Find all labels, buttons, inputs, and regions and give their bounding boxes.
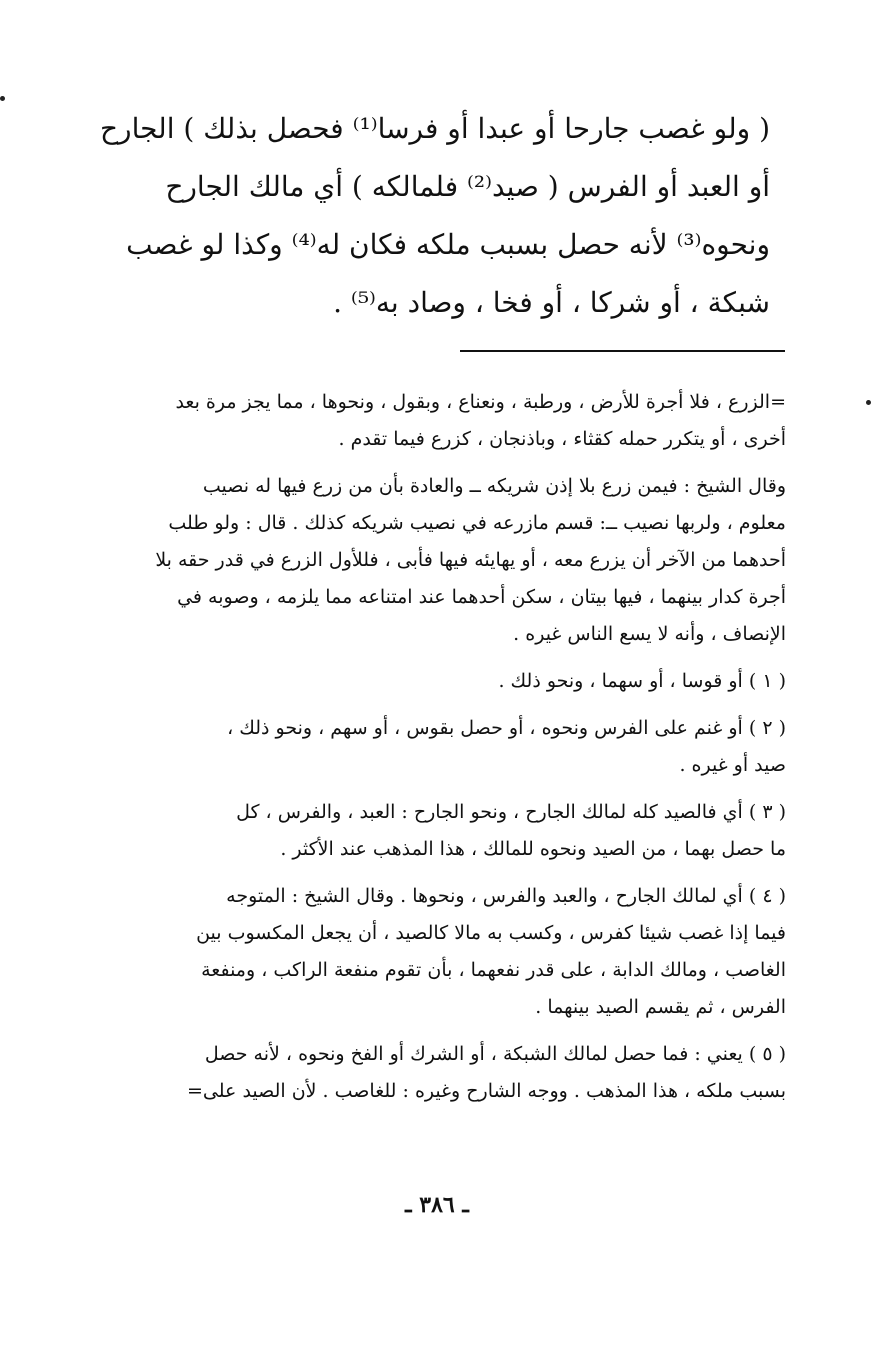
main-text-line: ( ولو غصب جارحا أو عبدا أو فرسا⁽¹⁾ فحصل بذلك ) الجارح bbox=[99, 112, 770, 145]
footnote-continuation bbox=[44, 384, 786, 458]
footnote-line: ( ٥ ) يعني : فما حصل لمالك الشبكة ، أو الشرك أو الفخ ونحوه ، لأنه حصل bbox=[204, 1043, 786, 1065]
margin-mark-top bbox=[0, 96, 5, 101]
footnote-line: =الزرع ، فلا أجرة للأرض ، ورطبة ، ونعناع ، وبقول ، ونحوها ، مما يجز مرة بعد bbox=[175, 391, 786, 413]
margin-mark-middle bbox=[866, 400, 871, 405]
footnote-2 bbox=[44, 710, 786, 784]
page-number: ـ ٣٨٦ ـ bbox=[405, 1192, 469, 1218]
footnote-line: فيما إذا غصب شيئا كفرس ، وكسب به مالا كالصيد ، أن يجعل المكسوب بين bbox=[196, 922, 786, 944]
footnote-line: ( ١ ) أو قوسا ، أو سهما ، ونحو ذلك . bbox=[498, 670, 786, 692]
footnote-line: الغاصب ، ومالك الدابة ، على قدر نفعهما ، بأن تقوم منفعة الراكب ، ومنفعة bbox=[201, 959, 786, 981]
main-text bbox=[40, 100, 770, 332]
footnote-line: صيد أو غيره . bbox=[679, 754, 786, 776]
footnote-1 bbox=[44, 663, 786, 700]
footnote-line: الفرس ، ثم يقسم الصيد بينهما . bbox=[535, 996, 786, 1018]
main-text-line: ونحوه⁽³⁾ لأنه حصل بسبب ملكه فكان له⁽⁴⁾ وكذا لو غصب bbox=[126, 228, 770, 261]
footnote-line: ( ٤ ) أي لمالك الجارح ، والعبد والفرس ، ونحوها . وقال الشيخ : المتوجه bbox=[226, 885, 786, 907]
footnote-separator bbox=[460, 350, 785, 352]
footnote-sheikh bbox=[44, 468, 786, 653]
footnote-line: وقال الشيخ : فيمن زرع بلا إذن شريكه ــ والعادة بأن من زرع فيها له نصيب bbox=[202, 475, 786, 497]
footnote-line: أجرة كدار بينهما ، فيها بيتان ، سكن أحدهما عند امتناعه مما يلزمه ، وصوبه في bbox=[177, 586, 786, 608]
footnote-line: ( ٣ ) أي فالصيد كله لمالك الجارح ، ونحو الجارح : العبد ، والفرس ، كل bbox=[236, 801, 786, 823]
main-text-line: شبكة ، أو شركا ، أو فخا ، وصاد به⁽⁵⁾ . bbox=[333, 286, 770, 319]
footnote-line: معلوم ، ولربها نصيب ــ: قسم مازرعه في نصيب شريكه كذلك . قال : ولو طلب bbox=[168, 512, 786, 534]
footnote-line: بسبب ملكه ، هذا المذهب . ووجه الشارح وغيره : للغاصب . لأن الصيد على= bbox=[187, 1080, 786, 1102]
footnote-5 bbox=[44, 1036, 786, 1110]
footnote-line: أخرى ، أو يتكرر حمله كقثاء ، وباذنجان ، كزرع فيما تقدم . bbox=[338, 428, 786, 450]
footnotes bbox=[44, 384, 786, 1110]
main-text-line: أو العبد أو الفرس ( صيد⁽²⁾ فلمالكه ) أي مالك الجارح bbox=[165, 170, 770, 203]
footnote-4 bbox=[44, 878, 786, 1026]
footnote-line: الإنصاف ، وأنه لا يسع الناس غيره . bbox=[513, 623, 786, 645]
footnote-line: أحدهما من الآخر أن يزرع معه ، أو يهايئه فيها فأبى ، فللأول الزرع في قدر حقه بلا bbox=[155, 549, 786, 571]
footnote-line: ( ٢ ) أو غنم على الفرس ونحوه ، أو حصل بقوس ، أو سهم ، ونحو ذلك ، bbox=[227, 717, 786, 739]
footnote-line: ما حصل بهما ، من الصيد ونحوه للمالك ، هذا المذهب عند الأكثر . bbox=[280, 838, 786, 860]
footnote-3 bbox=[44, 794, 786, 868]
